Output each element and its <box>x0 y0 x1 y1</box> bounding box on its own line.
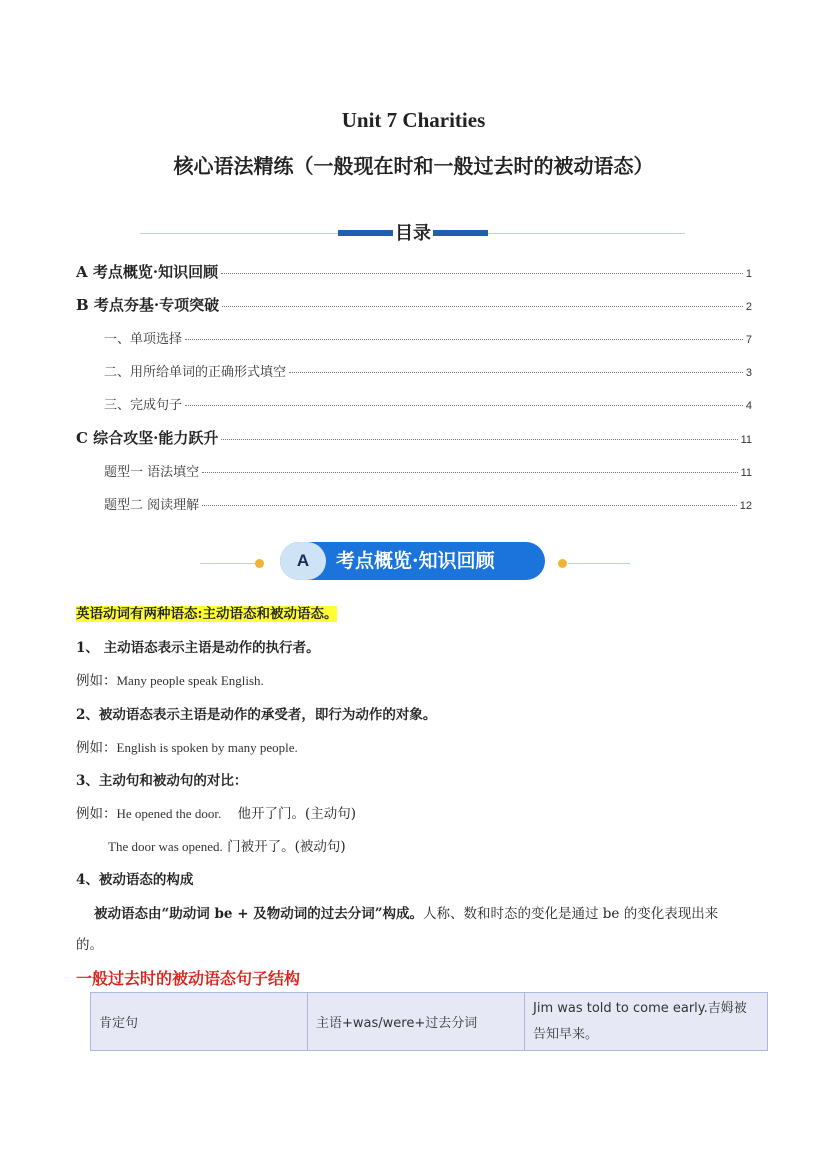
toc-entry-label: 题型一 语法填空 <box>104 465 200 480</box>
banner-title: 考点概览·知识回顾 <box>336 550 495 572</box>
toc-leader <box>185 339 743 340</box>
toc-leader <box>202 472 737 473</box>
toc-leader <box>221 439 737 440</box>
example-sentence-en: The door was opened. <box>108 839 223 854</box>
toc-entry-label: 一、单项选择 <box>104 332 183 347</box>
point-1-heading: 1、 主动语态表示主语是动作的执行者。 <box>76 640 320 656</box>
example-sentence-cn: 门被开了。(被动句) <box>227 839 346 855</box>
example-sentence: English is spoken by many people. <box>116 740 298 755</box>
point-3-example <box>76 802 356 822</box>
point-4-heading: 4、被动语态的构成 <box>76 872 194 888</box>
example-sentence-en: He opened the door. <box>116 806 222 821</box>
toc-entry[interactable] <box>76 261 752 282</box>
toc-page-number: 2 <box>745 301 752 313</box>
point-2-heading: 2、被动语态表示主语是动作的承受者，即行为动作的对象。 <box>76 707 437 723</box>
banner-line <box>568 563 630 564</box>
divider <box>140 233 338 234</box>
toc-title: 目录 <box>395 223 431 244</box>
toc-entry[interactable] <box>104 461 752 480</box>
point-4-body-text: 人称、数和时态的变化是通过 be 的变化表现出来 <box>422 906 719 922</box>
example-sentence: Many people speak English. <box>116 673 264 688</box>
document-title: Unit 7 Charities <box>341 108 486 132</box>
toc-entry-label: 三、完成句子 <box>104 398 183 413</box>
section-title: 一般过去时的被动语态句子结构 <box>76 969 301 988</box>
example-label: 例如： <box>76 740 117 756</box>
point-2-example <box>76 736 298 756</box>
toc-leader <box>289 372 743 373</box>
toc-heading <box>140 219 685 247</box>
point-4-body <box>94 902 774 922</box>
toc-page-number: 12 <box>739 500 752 512</box>
toc-entry[interactable] <box>104 494 752 513</box>
toc-entry[interactable] <box>104 394 752 413</box>
table-row <box>91 993 768 1051</box>
banner-dot-icon <box>558 559 567 568</box>
highlighted-intro: 英语动词有两种语态:主动语态和被动语态。 <box>76 606 338 622</box>
toc-leader <box>222 306 743 307</box>
point-3-example-2 <box>108 835 346 855</box>
toc-leader <box>202 505 737 506</box>
section-banner <box>200 540 630 586</box>
toc-leader <box>185 405 743 406</box>
point-4-body-end: 的。 <box>76 937 103 953</box>
table-cell-type: 肯定句 <box>91 993 308 1051</box>
toc-entry-label: 题型二 阅读理解 <box>104 498 200 513</box>
intro-line <box>76 602 337 622</box>
divider-bar <box>433 230 488 236</box>
toc-entry[interactable] <box>104 328 752 347</box>
divider-bar <box>338 230 393 236</box>
toc-entry[interactable] <box>76 427 752 448</box>
structure-table <box>90 992 768 1051</box>
toc-entry-label: A 考点概览·知识回顾 <box>76 263 219 281</box>
point-3-heading: 3、主动句和被动句的对比： <box>76 773 248 789</box>
example-sentence-cn: 他开了门。(主动句) <box>237 806 357 822</box>
toc-page-number: 11 <box>740 467 752 479</box>
banner-letter: A <box>280 542 326 580</box>
toc-entry[interactable] <box>104 361 752 380</box>
toc-page-number: 4 <box>745 400 752 412</box>
banner-dot-icon <box>255 559 264 568</box>
example-label: 例如： <box>76 806 117 822</box>
banner-line <box>200 563 255 564</box>
toc-entry[interactable] <box>76 294 752 315</box>
example-label: 例如： <box>76 673 117 689</box>
toc-leader <box>221 273 743 274</box>
divider <box>488 233 685 234</box>
point-1-example <box>76 669 264 689</box>
table-cell-example: Jim was told to come early.吉姆被告知早来。 <box>525 993 768 1051</box>
toc-page-number: 11 <box>740 434 752 446</box>
document-subtitle: 核心语法精练（一般现在时和一般过去时的被动语态） <box>173 154 654 178</box>
table-cell-structure: 主语+was/were+过去分词 <box>308 993 525 1051</box>
toc-entry-label: 二、用所给单词的正确形式填空 <box>104 365 287 380</box>
toc-page-number: 3 <box>745 367 752 379</box>
toc-entry-label: B 考点夯基·专项突破 <box>76 296 220 314</box>
toc-page-number: 7 <box>745 334 752 346</box>
toc-entry-label: C 综合攻坚·能力跃升 <box>76 429 219 447</box>
point-4-body-bold: 被动语态由“助动词 be + 及物动词的过去分词”构成。 <box>94 906 423 922</box>
toc-page-number: 1 <box>745 268 752 280</box>
